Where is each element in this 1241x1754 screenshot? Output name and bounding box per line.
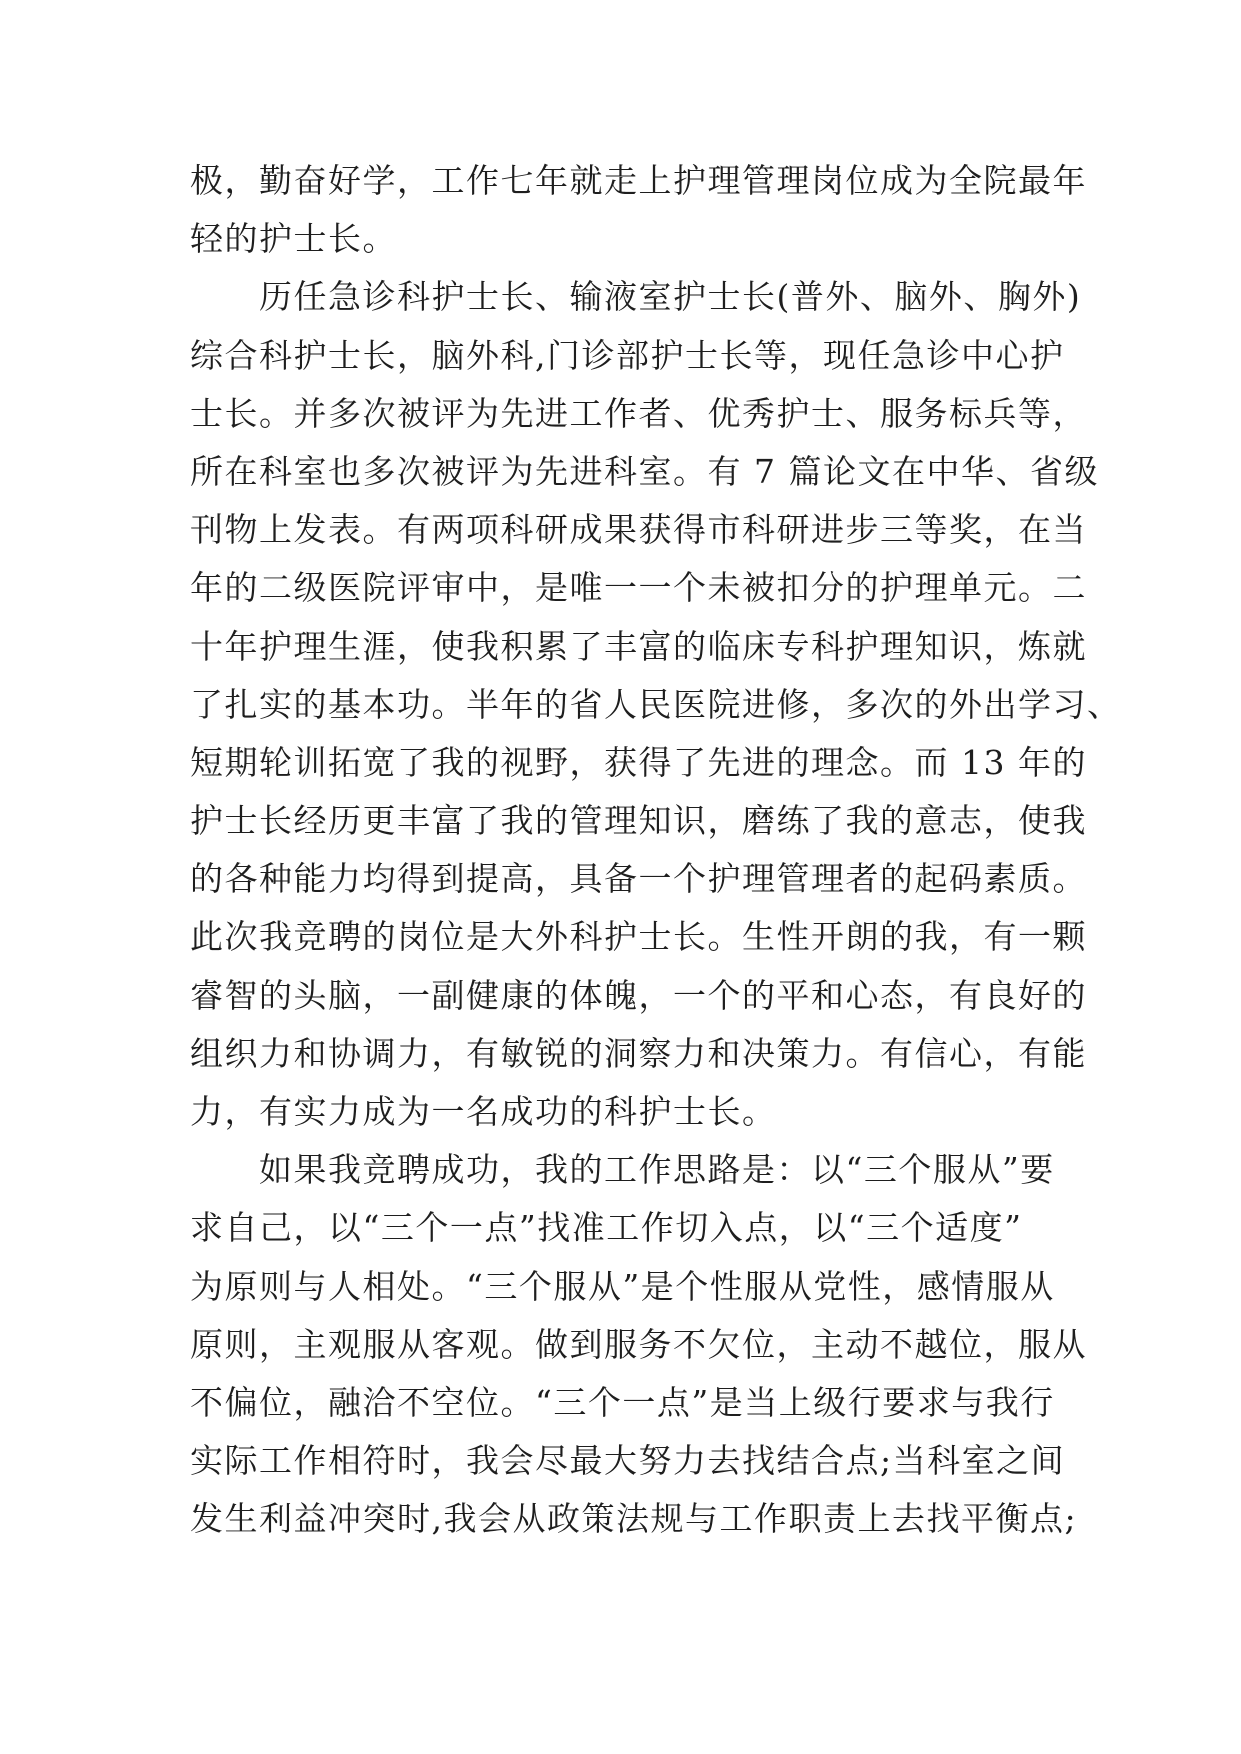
text-line: 原则，主观服从客观。做到服务不欠位，主动不越位，服从 [190, 1324, 1087, 1364]
text-line: 了扎实的基本功。半年的省人民医院进修，多次的外出学习、 [190, 684, 1122, 724]
text-line: 刊物上发表。有两项科研成果获得市科研进步三等奖，在当 [190, 510, 1087, 550]
text-line: 求自己，以“三个一点”找准工作切入点，以“三个适度” [190, 1208, 1023, 1248]
text-line: 综合科护士长，脑外科,门诊部护士长等，现任急诊中心护 [190, 335, 1065, 375]
text-line: 十年护理生涯，使我积累了丰富的临床专科护理知识，炼就 [190, 626, 1087, 666]
document-body [190, 152, 1122, 1549]
text-line: 的各种能力均得到提高，具备一个护理管理者的起码素质。 [190, 859, 1087, 899]
text-line: 如果我竞聘成功，我的工作思路是：以“三个服从”要 [190, 1150, 1055, 1190]
text-line: 极，勤奋好学，工作七年就走上护理管理岗位成为全院最年 [190, 161, 1087, 200]
text-line: 轻的护士长。 [190, 219, 397, 259]
text-line: 年的二级医院评审中，是唯一一个未被扣分的护理单元。二 [190, 568, 1087, 608]
text-line: 实际工作相符时，我会尽最大努力去找结合点;当科室之间 [190, 1441, 1066, 1481]
text-line: 发生利益冲突时,我会从政策法规与工作职责上去找平衡点; [190, 1499, 1078, 1539]
text-line: 所在科室也多次被评为先进科室。有 7 篇论文在中华、省级 [190, 451, 1099, 491]
text-line: 士长。并多次被评为先进工作者、优秀护士、服务标兵等， [190, 393, 1087, 433]
text-line: 短期轮训拓宽了我的视野，获得了先进的理念。而 13 年的 [190, 742, 1087, 782]
text-line: 为原则与人相处。“三个服从”是个性服从党性，感情服从 [190, 1266, 1055, 1306]
text-line: 护士长经历更丰富了我的管理知识，磨练了我的意志，使我 [190, 801, 1087, 841]
text-line: 此次我竞聘的岗位是大外科护士长。生性开朗的我，有一颗 [190, 917, 1087, 957]
text-line: 历任急诊科护士长、输液室护士长(普外、脑外、胸外) [190, 277, 1082, 317]
text-line: 睿智的头脑，一副健康的体魄，一个的平和心态，有良好的 [190, 975, 1087, 1015]
text-line: 不偏位，融洽不空位。“三个一点”是当上级行要求与我行 [190, 1382, 1055, 1422]
text-line: 力，有实力成为一名成功的科护士长。 [190, 1092, 777, 1131]
text-line: 组织力和协调力，有敏锐的洞察力和决策力。有信心，有能 [190, 1033, 1087, 1073]
